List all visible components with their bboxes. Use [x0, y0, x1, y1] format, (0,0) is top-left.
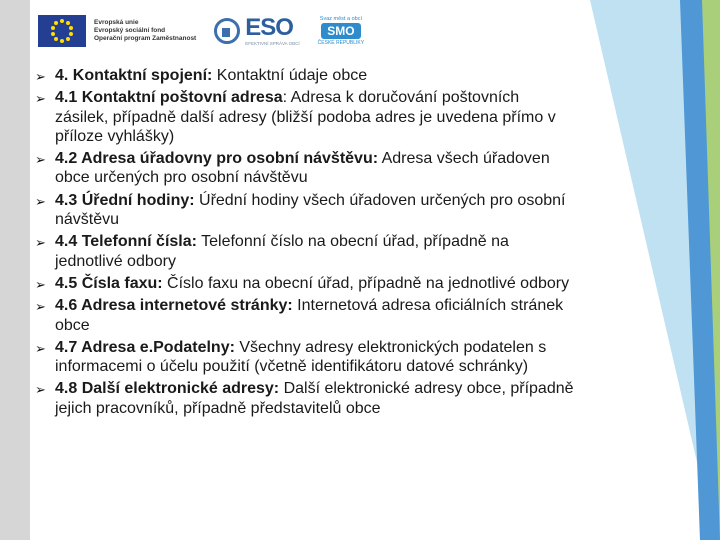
eu-logo [38, 15, 196, 47]
list-item [35, 338, 575, 377]
list-item [35, 232, 575, 271]
item-text: Adresa všech úřadoven obce určených pro osobní návštěvu [55, 150, 550, 187]
item-label: 4.6 Adresa internetové stránky: [55, 297, 293, 315]
eu-flag-icon [38, 15, 86, 47]
item-text: Internetová adresa oficiálních stránek obce [55, 297, 564, 334]
smo-top: Svaz měst a obcí [319, 16, 362, 22]
logo-bar [38, 10, 364, 52]
smo-logo [318, 16, 364, 46]
item-text: : Adresa k doručování poštovních zásilek, případně další adresy (bližší podoba adres je uvedena přímo v příloze vyhlášky) [55, 89, 556, 145]
eu-line3: Operační program Zaměstnanost [94, 35, 197, 42]
arrow-bullet-icon: ➢ [35, 382, 46, 398]
arrow-bullet-icon: ➢ [35, 299, 46, 315]
arrow-bullet-icon: ➢ [35, 193, 46, 209]
arrow-bullet-icon: ➢ [35, 235, 46, 251]
item-label: 4.4 Telefonní čísla: [55, 233, 197, 251]
arrow-bullet-icon: ➢ [35, 340, 46, 356]
list-item [35, 296, 575, 335]
eso-mark-icon [214, 18, 240, 44]
item-label: 4. Kontaktní spojení: [55, 67, 213, 84]
arrow-bullet-icon: ➢ [35, 69, 46, 84]
arrow-bullet-icon: ➢ [35, 91, 46, 107]
list-item [35, 191, 575, 230]
list-item [35, 149, 575, 188]
item-label: 4.3 Úřední hodiny: [55, 191, 195, 209]
eu-line1: Evropská unie [94, 19, 139, 26]
item-text: Všechny adresy elektronických podatelen s informacemi o účelu použití (včetně identifikátoru datové schránky) [55, 338, 547, 376]
item-label: 4.5 Čísla faxu: [55, 274, 163, 292]
smo-name: SMO [321, 23, 360, 39]
list-item [35, 379, 575, 418]
item-text: Číslo faxu na obecní úřad, případně na jednotlivé odbory [162, 274, 570, 292]
item-label: 4.2 Adresa úřadovny pro osobní návštěvu: [55, 150, 379, 168]
eso-subtitle: EFEKTIVNÍ SPRÁVA OBCÍ [245, 41, 300, 46]
list-item [35, 274, 575, 293]
item-text: Telefonní číslo na obecní úřad, případně na jednotlivé odbory [55, 233, 509, 270]
item-text: Úřední hodiny všech úřadoven určených pro osobní návštěvu [55, 191, 566, 229]
eu-line2: Evropský sociální fond [94, 27, 166, 34]
smo-bottom: ČESKÉ REPUBLIKY [317, 40, 365, 46]
item-label: 4.7 Adresa e.Podatelny: [55, 338, 235, 356]
item-label: 4.1 Kontaktní poštovní adresa [55, 89, 283, 107]
contact-list [35, 66, 575, 421]
list-item [35, 66, 575, 85]
arrow-bullet-icon: ➢ [35, 152, 46, 168]
list-item [35, 88, 575, 146]
item-label: 4.8 Další elektronické adresy: [55, 380, 280, 398]
left-gray-bar [0, 0, 30, 540]
eso-title: ESO [245, 14, 293, 41]
item-text: Kontaktní údaje obce [212, 67, 368, 84]
item-text: Další elektronické adresy obce, případně jejich pracovníků, případně představitelů obce [55, 380, 574, 417]
eu-text [94, 19, 196, 43]
arrow-bullet-icon: ➢ [35, 276, 46, 292]
eso-logo [214, 16, 299, 46]
